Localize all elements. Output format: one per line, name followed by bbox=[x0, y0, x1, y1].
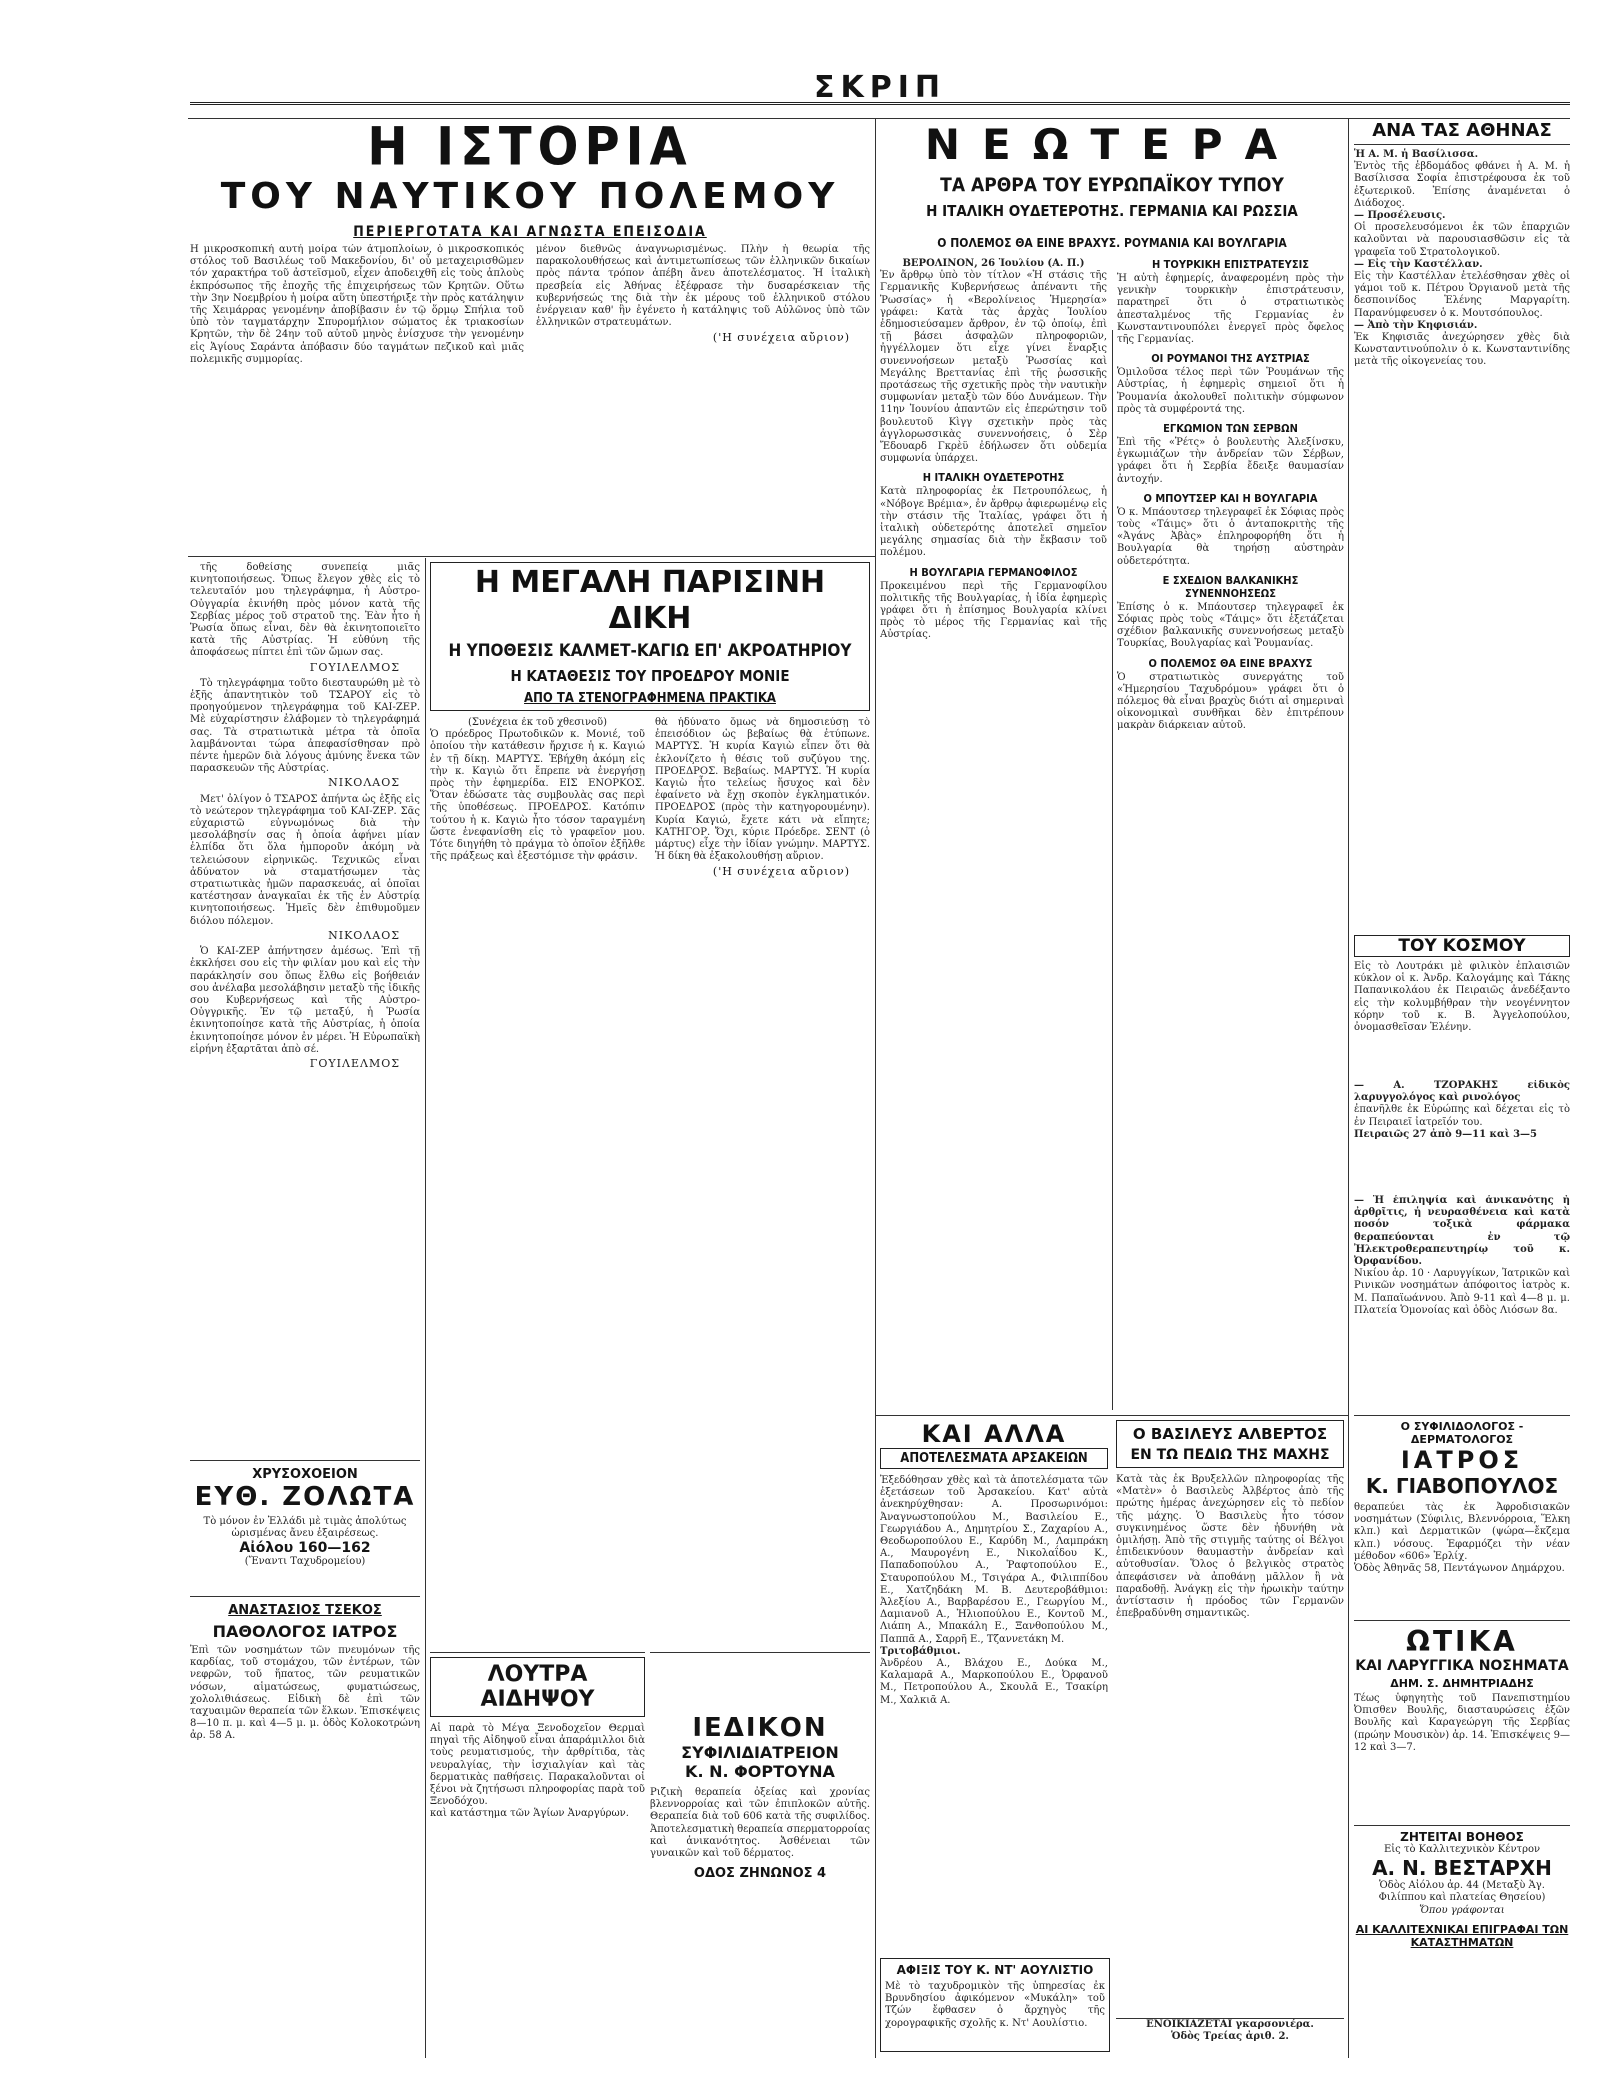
ad-bestarchi-note: Ὅπου γράφονται bbox=[1419, 1904, 1505, 1916]
ad-otika-title: ΩΤΙΚΑ bbox=[1406, 1625, 1518, 1658]
ad-zolota-text: Τὸ μόνον ἐν Ἑλλάδι μὲ τιμὰς ἀπολύτως ὡρισμένας ἄνευ ἐξαιρέσεως. bbox=[203, 1516, 407, 1540]
ad-afixis-text: Μὲ τὸ ταχυδρομικὸν τῆς ὑπηρεσίας ἐκ Βρυνδησίου ἀφικόμενον «Μυκάλη» τοῦ Τζών ἔφθασεν ὁ ἄρχηγὸς τῆς χορογραφικῆς σχολῆς κ. Ντ' Αουλίστιο. bbox=[885, 1981, 1105, 2029]
ad-afixis-title: ΑΦΙΞΙΣ ΤΟΥ Κ. ΝΤ' ΑΟΥΛΙΣΤΙΟ bbox=[896, 1963, 1094, 1977]
kosmos-title: ΤΟΥ ΚΟΣΜΟΥ bbox=[1354, 935, 1570, 957]
ad-loutra-text: Αἱ παρὰ τὸ Μέγα Ξενοδοχεῖον Θερμαὶ πηγαὶ τῆς Αἰδηψοῦ εἶναι ἀπαράμιλλοι διὰ τοὺς ρευματισμούς, τὴν ἀρθρίτιδα, τὰς νευραλγίας, τὴν ἰσχιαλγίαν καὶ τὰς δερματικὰς παθήσεις. Παρακαλοῦνται οἱ ξένοι νὰ ζητήσωσι πληροφορίας παρὰ τοῦ Ξενοδόχου. bbox=[430, 1723, 645, 1808]
news-body-a: Ἐν ἄρθρῳ ὑπὸ τὸν τίτλον «Ἡ στάσις τῆς Γερμανικῆς Κυβερνήσεως ἀπέναντι τῆς Ῥωσσίας» ἡ «Βερολίνειος Ἡμερησία» γράφει: Κατὰ τὰς ἀρχὰς Ἰουλίου ἐδημοσιεύσαμεν ἄρθρον, ἐν τῷ ὁποίῳ, ἐπὶ τῇ βάσει ἀσφαλῶν πληροφοριῶν, ἠγγέλλομεν ὅτι εἶχε γίνει ἔναρξις συνεννοήσεων μεταξὺ Ῥωσσίας καὶ Μεγάλης Βρεττανίας ἐπὶ τῆς ῥωσσικῆς προτάσεως τῆς σχετικῆς πρὸς τὴν ναυτικὴν συμφωνίαν μεταξὺ τῶν δύο Δυνάμεων. Τὴν 11ην Ἰουνίου ἀπαντῶν εἰς ἐπερώτησιν τοῦ βουλευτοῦ Κὶγγ σχετικὴν πρὸς τὰς ἀγγλορωσσικὰς συνεννοήσεις, ὁ Σὲρ Ἔδουαρδ Γκρὲϋ ἐδήλωσεν ὅτι οὐδεμία συμφωνία ὑπάρχει. bbox=[880, 270, 1107, 465]
athens-b4: Ἐκ Κηφισιᾶς ἀνεχώρησεν χθὲς διὰ Κωνσταντινούπολιν ὁ κ. Κωνσταντινίδης μετὰ τῆς οἰκογενείας του. bbox=[1354, 332, 1570, 368]
albert-header bbox=[1116, 1420, 1344, 1468]
paris-sub1: Η ΥΠΟΘΕΣΙΣ ΚΑΛΜΕΤ-ΚΑΓΙΩ ΕΠ' ΑΚΡΟΑΤΗΡΙΟΥ bbox=[448, 641, 852, 661]
albert-body: Κατὰ τὰς ἐκ Βρυξελλῶν πληροφορίας τῆς «Ματὲν» ὁ Βασιλεὺς Ἀλβέρτος ἀπὸ τῆς πρώτης ἡμέρας ἀνεχώρησεν εἰς τὸ πεδίον τῆς μάχης. Ὁ Βασιλεὺς ἦτο τόσον συγκινημένος ὥστε δὲν ἠδυνήθη νὰ ὁμιλήσῃ. Ἀπὸ τῆς στιγμῆς ταύτης οἱ Βέλγοι ἐπιδεικνύουν θαυμαστὴν ἀνδρείαν καὶ αὐτοθυσίαν. Ὅλος ὁ βελγικὸς στρατὸς ἀπεφάσισεν νὰ ἀποθάνῃ μᾶλλον ἢ νὰ παραδοθῇ. Ἀνάγκῃ εἰς τὴν ἡρωικὴν ταύτην ἀντίστασιν ἡ πρόοδος τῶν Γερμανῶν ἐπεβραδύνθη σημαντικῶς. bbox=[1116, 1474, 1344, 1620]
left-sign-2: ΝΙΚΟΛΑΟΣ bbox=[328, 776, 400, 790]
ad-bestarchi-addr: Ὁδὸς Αἰόλου ἀρ. 44 (Μεταξὺ Ἁγ. Φιλίππου καὶ πλατείας Θησείου) bbox=[1378, 1880, 1546, 1904]
ad-bestarchi bbox=[1354, 1825, 1570, 2056]
ad-fortouna bbox=[650, 1652, 870, 2053]
ad-zolota-line2: ΕΥΘ. ΖΟΛΩΤΑ bbox=[194, 1482, 416, 1512]
ad-zolota-line1: ΧΡΥΣΟΧΟΕΙΟΝ bbox=[252, 1467, 358, 1482]
news-body-b: Κατὰ πληροφορίας ἐκ Πετρουπόλεως, ἡ «Νόβογε Βρέμια», ἐν ἄρθρῳ ἀφιερωμένῳ εἰς τὴν στάσιν τῆς Ἰταλίας, γράφει ὅτι ἡ ἰταλικὴ οὐδετερότης ἀποτελεῖ σημεῖον μεγάλης σημασίας διὰ τὴν ἔκβασιν τοῦ πολέμου. bbox=[880, 486, 1107, 559]
news-body-e: Ὁμιλοῦσα τέλος περὶ τῶν Ῥουμάνων τῆς Αὐστρίας, ἡ ἐφημερὶς σημειοῖ ὅτι ἡ Ῥουμανία ἀκολουθεῖ πολιτικὴν σύμφωνον πρὸς τὰ συμφέροντά της. bbox=[1117, 367, 1344, 415]
history-cont: ('Η συνέχεια αὔριον) bbox=[712, 331, 850, 345]
left-body-4: Ὁ ΚΑΙ-ΖΕΡ ἀπήντησεν ἀμέσως. Ἐπὶ τῇ ἐκκλήσει σου εἰς τὴν φιλίαν μου καὶ εἰς τὴν παράκλησίν σου ὅπως ἔλθω εἰς βοήθειάν σου ἀνέλαβα μεσολάβησιν μεταξὺ τῆς ἰδικῆς σου Κυβερνήσεως καὶ τῆς Αὐστρο-Οὐγγρικῆς. Ἐν τῷ μεταξύ, ἡ Ῥωσία ἐκινητοποίησε κατὰ τῆς Αὐστρίας, ἡ ὁποία ἐκινητοποίησε μόνον ἐν μέρει. Ἡ Εὐρωπαϊκὴ εἰρήνη ἐξαρτᾶται ἀπὸ σέ. bbox=[190, 946, 420, 1055]
news-sub2: Η ΙΤΑΛΙΚΗ ΟΥΔΕΤΕΡΟΤΗΣ. ΓΕΡΜΑΝΙΑ ΚΑΙ ΡΩΣΣΙΑ bbox=[926, 202, 1298, 220]
kai-alla-title: ΚΑΙ ΑΛΛΑ bbox=[921, 1420, 1067, 1448]
ad-giavopoulos-text: θεραπεύει τὰς ἐκ Ἀφροδισιακῶν νοσημάτων (Σύφιλις, Βλεννόρροια, Ἕλκη κλπ.) καὶ Δερματικῶν (ψώρα—ἔκζεμα κλπ.) νόσους. Ἐφαρμόζει τὴν νέαν μέθοδον «606» Ἐρλίχ. bbox=[1354, 1502, 1570, 1562]
athens-b3: Εἰς τὴν Καστέλλαν ἐτελέσθησαν χθὲς οἱ γάμοι τοῦ κ. Πέτρου Ὀργιανοῦ μετὰ τῆς δεσποινίδος Ἑλένης Μαργαρίτη. Παρανύμφευσεν ὁ κ. Μουτσόπουλος. bbox=[1354, 271, 1570, 319]
divider-right bbox=[1348, 118, 1349, 2058]
ad-loutra-addr: καὶ κατάστημα τῶν Ἁγίων Ἀναργύρων. bbox=[430, 1808, 629, 1820]
albert-article bbox=[1116, 1420, 1344, 1880]
ad-thymos-text: — Ἡ ἐπιληψία καὶ ἀνικανότης ἡ ἀρθρῖτις, ἡ νευρασθένεια καὶ κατὰ ποσόν τοξικὰ φάρμακα θεραπεύονται ἐν τῷ Ἠλεκτροθεραπευτηρίῳ τοῦ κ. Ὀρφανίδου. bbox=[1354, 1195, 1570, 1268]
ad-otika-name: ΔΗΜ. Σ. ΔΗΜΗΤΡΙΑΔΗΣ bbox=[1390, 1677, 1534, 1690]
ad-tzorakis-name: — Α. ΤΖΟΡΑΚΗΣ εἰδικὸς λαρυγγολόγος καὶ ρινολόγος bbox=[1354, 1080, 1570, 1104]
divider-top bbox=[188, 118, 1570, 119]
ad-enoikiazetai-text: ΕΝΟΙΚΙΑΖΕΤΑΙ γκαρσονιέρα. bbox=[1146, 2019, 1314, 2030]
news-body-d: Ἡ αὐτὴ ἐφημερίς, ἀναφερομένη πρὸς τὴν γενικὴν τουρκικὴν ἐπιστράτευσιν, παρατηρεῖ ὅτι ὁ στρατιωτικὸς ἀπεσταλμένος τῆς Γερμανίας ἐν Κωνσταντινουπόλει ἐνεργεῖ πρὸς ὄφελος τῆς Γερμανίας. bbox=[1117, 273, 1344, 346]
ad-otika-sub: ΚΑΙ ΛΑΡΥΓΓΙΚΑ ΝΟΣΗΜΑΤΑ bbox=[1355, 1658, 1569, 1674]
kosmos-column bbox=[1354, 935, 1570, 1075]
divider-history-bottom bbox=[188, 556, 875, 557]
paris-body-left: Ὁ πρόεδρος Πρωτοδικῶν κ. Μονιέ, τοῦ ὁποίου τὴν κατάθεσιν ἤρχισε ἡ κ. Καγιώ ἐν τῇ δίκῃ. ΜΑΡΤΥΣ. Ἐβήχθη ἀκόμη εἰς τὴν κ. Καγιὼ ὅτι ἔπρεπε νὰ ἐνεργήσῃ πρὸς τὴν ἐφημερίδα. ΕΙΣ ΕΝΟΡΚΟΣ. Ὅταν ἐδώσατε τὰς συμβουλὰς σας περὶ τῆς ὑποθέσεως. ΠΡΟΕΔΡΟΣ. Κατόπιν τούτου ἡ κ. Καγιὼ ἦτο τόσον ταραγμένη ὥστε ἐνεφανίσθη εἰς τὸ γραφεῖον μου. Τότε διηγήθη τὸ πράγμα τὸ ὁποῖον ἐξῆλθε τῆς πράξεως καὶ ἐξεστόμισε τὴν φράσιν. bbox=[430, 729, 645, 863]
ad-tsekos-name: ΑΝΑΣΤΑΣΙΟΣ ΤΣΕΚΟΣ bbox=[228, 1603, 382, 1618]
ad-tsekos-text: Ἐπὶ τῶν νοσημάτων τῶν πνευμόνων τῆς καρδίας, τοῦ στομάχου, τῶν ἐντέρων, τῶν νεφρῶν, τοῦ ἥπατος, τῶν ρευματικῶν νόσων, αἱματώσεως, φυματιώσεως, χολολιθιάσεως. Εἰδικὴ δὲ ἐπὶ τῶν ταχυαιμῶν θεραπεία τῶν ἕλκων. Ἐπισκέψεις 8—10 π. μ. καὶ 4—5 μ. μ. ὁδὸς Κολοκοτρώνη ἀρ. 58 Α. bbox=[190, 1645, 420, 1742]
athens-h1: Ἡ Α. Μ. ἡ Βασίλισσα. bbox=[1354, 149, 1479, 160]
paris-title: Η ΜΕΓΑΛΗ ΠΑΡΙΣΙΝΗ ΔΙΚΗ bbox=[474, 565, 826, 636]
ad-giavopoulos-name: Κ. ΓΙΑΒΟΠΟΥΛΟΣ bbox=[1365, 1474, 1559, 1498]
ad-fortouna-text: Ριζικὴ θεραπεία ὀξείας καὶ χρονίας βλεννορροίας καὶ τῶν ἐπιπλοκῶν αὐτῆς. Θεραπεία διὰ τοῦ 606 κατὰ τῆς συφιλίδος. Ἀποτελεσματικὴ θεραπεία σπερματορροίας καὶ ἀνικανότητος. Ἀσθένειαι τῶν γυναικῶν καὶ τοῦ δέρματος. bbox=[650, 1787, 870, 1860]
ad-bestarchi-text: Εἰς τὸ Καλλιτεχνικὸν Κέντρον bbox=[1383, 1844, 1541, 1855]
ad-bestarchi-foot: ΑΙ ΚΑΛΛΙΤΕΧΝΙΚΑΙ ΕΠΙΓΡΑΦΑΙ ΤΩΝ ΚΑΤΑΣΤΗΜΑΤΩΝ bbox=[1355, 1922, 1569, 1949]
ad-afixis bbox=[880, 1958, 1110, 2052]
ad-fortouna-addr: ΟΔΟΣ ΖΗΝΩΝΟΣ 4 bbox=[693, 1866, 827, 1882]
ad-tsekos bbox=[190, 1596, 420, 1797]
kosmos-body: Εἰς τὸ Λουτράκι μὲ φιλικὸν ἐπλαισιῶν κύκλον οἱ κ. Ἀνδρ. Καλογάμης καὶ Τάκης Παπανικολάου ἐκ Πειραιῶς ἀνεδέξαντο εἰς τὴν κολυμβήθραν τὴν νεογέννητον κόρην τοῦ κ. Β. Ἀγγελοπούλου, ὀνομασθεῖσαν Ἑλένην. bbox=[1354, 961, 1570, 1034]
news-body-h: Ἐπίσης ὁ κ. Μπάουτσερ τηλεγραφεῖ ἐκ Σόφιας πρὸς τοὺς «Τάιμς» ὅτι ἐξετάζεται σχέδιον βαλκανικῆς συνεννοήσεως μεταξὺ Τουρκίας, Βουλγαρίας καὶ Ῥουμανίας. bbox=[1117, 601, 1344, 650]
paris-cont-prev: (Συνέχεια ἐκ τοῦ χθεσινοῦ) bbox=[467, 717, 608, 728]
news-body-i: Ὁ στρατιωτικὸς συνεργάτης τοῦ «Ἡμερησίου Ταχυδρόμου» γράφει ὅτι ὁ πόλεμος θὰ εἶναι βραχὺς διότι αἱ σημεριναὶ οἰκονομικαὶ συνθῆκαι δὲν ἐπιτρέπουν μακρὰν διάρκειαν αὐτοῦ. bbox=[1117, 671, 1344, 732]
athens-b2: Οἱ προσελευσόμενοι ἐκ τῶν ἐπαρχιῶν καλοῦνται νὰ παρουσιασθῶσιν εἰς τὰ γραφεῖα τοῦ Στρατολογικοῦ. bbox=[1354, 222, 1570, 258]
divider-main bbox=[875, 118, 876, 2058]
ad-giavopoulos-head: Ο ΣΥΦΙΛΙΔΟΛΟΓΟΣ - ΔΕΡΜΑΤΟΛΟΓΟΣ bbox=[1400, 1420, 1524, 1446]
masthead-name: ΣΚΡΙΠ bbox=[814, 70, 946, 105]
history-subtitle: ΤΟΥ ΝΑΥΤΙΚΟΥ ΠΟΛΕΜΟΥ bbox=[220, 176, 840, 217]
ad-enoikiazetai bbox=[1116, 2018, 1344, 2055]
left-body-3: Μετ' ὀλίγον ὁ ΤΣΑΡΟΣ ἀπήντα ὡς ἑξῆς εἰς τὸ νεώτερον τηλεγράφημα τοῦ ΚΑΙ-ΖΕΡ. Σᾶς εὐχαριστῶ εὐγνωμόνως διὰ τὴν μεσολάβησίν σας ἡ ὁποία ἀφήνει μίαν ἐλπίδα ὅτι ὅλα ἠμποροῦν ἀκόμη νὰ τελειώσουν εἰρηνικῶς. Τεχνικῶς εἶναι ἀδύνατον νὰ σταματήσωμεν τὰς στρατιωτικὰς ἡμῶν παρασκευάς, αἱ ὁποῖαι κατέστησαν ἀναγκαῖαι ἐκ τῆς ἐν Αὐστρίᾳ κινητοποιήσεως. Ἡμεῖς δὲν ἐπιθυμοῦμεν διόλου πόλεμον. bbox=[190, 793, 420, 927]
ad-tzorakis-text: ἐπανῆλθε ἐκ Εὐρώπης καὶ δέχεται εἰς τὸ ἐν Πειραιεῖ ἰατρεῖόν του. bbox=[1354, 1104, 1570, 1128]
left-sign-3: ΝΙΚΟΛΑΟΣ bbox=[328, 928, 400, 942]
news-dateline: ΒΕΡΟΛΙΝΟΝ, 26 Ἰουλίου (Α. Π.) bbox=[902, 258, 1085, 269]
news-h-vrax: Ο ΠΟΛΕΜΟΣ ΘΑ ΕΙΝΕ ΒΡΑΧΥΣ bbox=[1148, 656, 1313, 670]
kai-alla-sub2: Τριτοβάθμιοι. bbox=[880, 1645, 961, 1657]
athens-h2: — Προσέλευσις. bbox=[1354, 210, 1446, 222]
ad-giavopoulos bbox=[1354, 1415, 1570, 1616]
ad-thymos-addr: Νικίου ἀρ. 10 · Λαρυγγίκων, Ἰατρικῶν καὶ Ρινικῶν νοσημάτων ἀπόφοιτος ἰατρὸς κ. Μ. Παπαϊωάννου. Ἀπὸ 9-11 καὶ 4—8 μ. μ. Πλατεία Ὁμονοίας καὶ ὁδὸς Λιόσων 8α. bbox=[1354, 1268, 1570, 1316]
ad-loutra bbox=[430, 1652, 645, 2053]
ad-tsekos-title: ΠΑΘΟΛΟΓΟΣ ΙΑΤΡΟΣ bbox=[212, 1622, 398, 1641]
divider-left bbox=[425, 558, 426, 2058]
ad-giavopoulos-title: ΙΑΤΡΟΣ bbox=[1400, 1446, 1524, 1474]
left-sign-1: ΓΟΥΙΛΕΛΜΟΣ bbox=[309, 660, 400, 674]
kai-alla-sub: ΑΠΟΤΕΛΕΣΜΑΤΑ ΑΡΣΑΚΕΙΩΝ bbox=[880, 1448, 1108, 1469]
news-sub1: ΤΑ ΑΡΘΡΑ ΤΟΥ ΕΥΡΩΠΑΪΚΟΥ ΤΥΠΟΥ bbox=[940, 174, 1284, 196]
news-article bbox=[880, 120, 1344, 1410]
history-article bbox=[190, 120, 870, 555]
ad-fortouna-line1: ΙΕΔΙΚΟΝ bbox=[692, 1713, 828, 1743]
news-h-ital: Η ΙΤΑΛΙΚΗ ΟΥΔΕΤΕΡΟΤΗΣ bbox=[922, 471, 1065, 485]
news-h-tourk: Η ΤΟΥΡΚΙΚΗ ΕΠΙΣΤΡΑΤΕΥΣΙΣ bbox=[1151, 258, 1310, 271]
athens-h4: — Ἀπὸ τὴν Κηφισιάν. bbox=[1354, 319, 1478, 331]
masthead bbox=[190, 70, 1570, 114]
history-title: Η ΙΣΤΟΡΙΑ bbox=[367, 120, 693, 178]
ad-fortouna-line2: ΣΥΦΙΛΙΔΙΑΤΡΕΙΟΝ bbox=[681, 1743, 839, 1762]
ad-zolota bbox=[190, 1460, 420, 1591]
paris-header bbox=[430, 562, 870, 711]
news-h-bulg: Η ΒΟΥΛΓΑΡΙΑ ΓΕΡΜΑΝΟΦΙΛΟΣ bbox=[909, 565, 1078, 579]
news-title: ΝΕΩΤΕΡΑ bbox=[924, 120, 1300, 169]
ad-fortouna-line3: Κ. Ν. ΦΟΡΤΟΥΝΑ bbox=[685, 1762, 835, 1781]
history-kicker: ΠΕΡΙΕΡΓΟΤΑΤΑ ΚΑΙ ΑΓΝΩΣΤΑ ΕΠΕΙΣΟΔΙΑ bbox=[353, 224, 707, 240]
news-body-c: Προκειμένου περὶ τῆς Γερμανοφίλου πολιτικῆς τῆς Βουλγαρίας, ἡ ἰδία ἐφημερὶς γράφει ὅτι ἡ ἐπίσημος Βουλγαρία κλίνει πρὸς τὸ μέρος τῆς Γερμανίας καὶ τῆς Αὐστρίας. bbox=[880, 580, 1107, 641]
paris-trial-article bbox=[430, 562, 870, 1647]
news-body-f: Ἐπὶ τῆς «Ῥέτς» ὁ βουλευτὴς Ἀλεξίνσκυ, ἐγκωμιάζων τὴν ἀνδρείαν τῶν Σέρβων, γράφει ὅτι ἡ Σερβία ἔδειξε θαυμασίαν ἀντοχήν. bbox=[1117, 437, 1344, 485]
albert-title: Ο ΒΑΣΙΛΕΥΣ ΑΛΒΕΡΤΟΣ bbox=[1132, 1425, 1328, 1443]
athens-h3: — Εἰς τὴν Καστέλλαν. bbox=[1354, 258, 1483, 270]
left-column-article bbox=[190, 562, 420, 1452]
ad-bestarchi-name: Α. Ν. ΒΕΣΤΑΡΧΗ bbox=[1372, 1856, 1552, 1881]
left-body-2: Τὸ τηλεγράφημα τοῦτο διεσταυρώθη μὲ τὸ ἑξῆς ἀπαντητικὸν τοῦ ΤΣΑΡΟΥ εἰς τὸ προηγούμενον τηλεγράφημα τοῦ ΚΑΙ-ΖΕΡ. Μὲ εὐχαρίστησιν ἐλάβομεν τὸ τηλεγράφημά σας. Τὰ στρατιωτικὰ μέτρα τὰ ὁποῖα λαμβάνονται τώρα ἀπεφασίσθησαν πρὸ πέντε ἡμερῶν διὰ λόγους ἀμύνης ἕνεκα τῶν παρασκευῶν τῆς Αὐστρίας. bbox=[190, 677, 420, 775]
paris-body-right: θὰ ἠδύνατο ὅμως νὰ δημοσιεύσῃ τὸ ἐπεισόδιον ὡς βεβαίως θὰ ἐτύπωνε. ΜΑΡΤΥΣ. Ἡ κυρία Καγιὼ εἶπεν ὅτι θὰ ἐκλονίζετο ἡ θέσις τοῦ συζύγου της. ΠΡΟΕΔΡΟΣ. Βεβαίως. ΜΑΡΤΥΣ. Ἡ κυρία Καγιὼ ἦτο τελείως ἥσυχος καὶ δὲν ἐφαίνετο νὰ ἔχῃ σκοπὸν ἐγκληματικόν. ΠΡΟΕΔΡΟΣ (πρὸς τὴν κατηγορουμένην). Κυρία Καγιώ, ἔχετε κάτι νὰ εἴπητε; ΚΑΤΗΓΟΡ. Ὄχι, κύριε Πρόεδρε. ΣΕΝΤ (ὁ μάρτυς) εἶχε τὴν ἰδίαν γνώμην. ΜΑΡΤΥΣ. Ἡ δίκη θὰ ἐξακολουθήσῃ αὔριον. bbox=[655, 717, 870, 863]
ad-thymos bbox=[1354, 1195, 1570, 1405]
kai-alla-body: Ἐξεδόθησαν χθὲς καὶ τὰ ἀποτελέσματα τῶν ἐξετάσεων τοῦ Ἀρσακείου. Κατ' αὐτὰ ἀνεκηρύχθησαν: Α. Προσωρινόμοι: Ἀναγνωστοπούλου Μ., Βασιλείου Ε., Γεωργιάδου Α., Δημητρίου Σ., Ζαχαρίου Α., Θεοδωροπούλου Ε., Καρύδη Μ., Λαμπράκη Α., Μαυρογένη Ε., Νικολαΐδου Κ., Παπαδοπούλου Α., Ῥαφτοπούλου Ε., Σταυροπούλου Μ., Τσιγάρα Α., Φιλιππίδου Ε., Χατζηδάκη Μ. Β. Δευτεροβάθμιοι: Ἀλεξίου Α., Βαρβαρέσου Ε., Γεωργίου Μ., Δαμιανοῦ Α., Ἠλιοπούλου Ε., Κοντοῦ Μ., Λιάπη Α., Μπακάλη Ε., Ξανθοπούλου Μ., Παππᾶ Α., Σαρρῆ Ε., Τζαννετάκη Μ. bbox=[880, 1475, 1108, 1645]
ad-otika bbox=[1354, 1620, 1570, 1821]
ad-otika-text: Τέως ὑφηγητὴς τοῦ Πανεπιστημίου Ὀπισθεν Βουλῆς, διασταυρώσεις ἐξῶν Βουλῆς καὶ Καραγεώργη τῆς Σερβίας (πρώην Μουσικὸν) ἀρ. 14. Ἐπισκέψεις 9—12 καὶ 3—7. bbox=[1354, 1693, 1570, 1753]
albert-sub: ΕΝ ΤΩ ΠΕΔΙΩ ΤΗΣ ΜΑΧΗΣ bbox=[1130, 1447, 1330, 1463]
history-body-right: μένον διεθνῶς ἀναγνωρισμένως. Πλὴν ἡ θεωρία τῆς παρακολουθήσεως καὶ ἀντιμετωπίσεως τῶν ἑλληνικῶν δικαίων πρὸς πάντα τρόπον ἀπέβη ἄνευ ἀποτελέσματος. Ἡ ἰταλικὴ πρεσβεία εἰς Ἀθήνας ἐξέφρασε τὴν δυσαρέσκειαν τῆς κυβερνήσεώς της διὰ τὴν ἐκ μέρους τοῦ ἑλληνικοῦ στόλου ἐνέργειαν καθ' ἣν ἐγένετο ἡ κατάληψις τοῦ Αὐλῶνος ὑπὸ τῶν ἑλληνικῶν στρατευμάτων. bbox=[536, 244, 870, 329]
ad-zolota-note: (Ἔναντι Ταχυδρομείου) bbox=[244, 1556, 366, 1568]
ad-enoikiazetai-addr: Ὁδὸς Τρείας ἀριθ. 2. bbox=[1171, 2031, 1289, 2043]
kai-alla-body2: Ἀνδρέου Α., Βλάχου Ε., Δούκα Μ., Καλαμαρᾶ Α., Μαρκοπούλου Ε., Ὀρφανοῦ Μ., Πετροπούλου Α., Σκουλᾶ Ε., Τσακίρη Μ., Χαλκιᾶ Α. bbox=[880, 1658, 1108, 1706]
left-body-1: τῆς δοθείσης συνεπείᾳ μιᾶς κινητοποιήσεως. Ὅπως ἔλεγον χθὲς εἰς τὸ τελευταῖόν μου τηλεγράφημα, ἡ Αὐστρο-Οὐγγαρία ἐκινήθη πρὸς μόνον κατὰ τῆς Σερβίας μέρος τοῦ στρατοῦ της. Ἐὰν ἦτο ἡ Ῥωσία ὅπως εἶναι, δὲν θὰ ἐκινητοποιεῖτο κατὰ τῆς Αὐστρίας. Ἡ εὐθύνη τῆς ἀποφάσεως πίπτει ἐπὶ τῶν ὤμων σας. bbox=[190, 562, 420, 659]
paris-sub3: ΑΠΟ ΤΑ ΣΤΕΝΟΓΡΑΦΗΜΕΝΑ ΠΡΑΚΤΙΚΑ bbox=[524, 691, 776, 706]
ad-zolota-addr: Αἰόλου 160—162 bbox=[239, 1540, 371, 1557]
ad-tzorakis bbox=[1354, 1080, 1570, 1190]
news-h-mpous: Ο ΜΠΟΥΤΣΕΡ ΚΑΙ Η ΒΟΥΛΓΑΡΙΑ bbox=[1143, 491, 1318, 505]
news-h-serv: ΕΓΚΩΜΙΟΝ ΤΩΝ ΣΕΡΒΩΝ bbox=[1163, 422, 1298, 436]
news-h-roum: ΟΙ ΡΟΥΜΑΝΟΙ ΤΗΣ ΑΥΣΤΡΙΑΣ bbox=[1151, 352, 1310, 366]
ad-bestarchi-head: ΖΗΤΕΙΤΑΙ ΒΟΗΘΟΣ bbox=[1400, 1830, 1524, 1844]
news-h-sched: Ε ΣΧΕΔΙΟΝ ΒΑΛΚΑΝΙΚΗΣ ΣΥΝΕΝΝΟΗΣΕΩΣ bbox=[1162, 573, 1299, 600]
history-body-left: Η μικροσκοπική αυτή μοίρα τών ἀτμοπλοίων, ὁ μικροσκοπικός στόλος τοῦ Βασιλέως τοῦ Μακεδονίου, δι' οὗ μεταχειρισθῶμεν τόν χαρακτήρα τοῦ ἀστεϊσμοῦ, εἶχεν ἀποδειχθῆ εἰς τοὺς ἀπλοὺς ἐκπρόσωπος τῆς ἐποχῆς τῆς ἐπιχειρήσεως τῶν Κρητῶν. Οὕτω τὴν 3ην Νοεμβρίου ἡ μοίρα αὕτη ὑπεστήριξε τὴν πρὸς κατάληψιν τῆς Χειμάρρας γενομένην ἀποβίβασιν ἐν τῷ ὅρμῳ Σπήλια τοῦ ὑπὸ τὸν ταγματάρχην Σπυρομήλιον σώματος ἐκ τριακοσίων Κρητῶν, τὴν δὲ 24ην τοῦ αὐτοῦ μηνὸς ἐνίσχυσε τὴν γενομένην εἰς Ἁγίους Σαράντα ἀπόβασιν δύο ταγμάτων πεζικοῦ καὶ μιᾶς πολεμικῆς συμμορίας. bbox=[190, 244, 524, 365]
news-body-g: Ὁ κ. Μπάουτσερ τηλεγραφεῖ ἐκ Σόφιας πρὸς τοὺς «Τάιμς» ὅτι ὁ ἀνταποκριτὴς τῆς «Ἀγάνς Ἀβὰς» ἐπληροφορήθη ὅτι ἡ Βουλγαρία θὰ τηρήσῃ αὐστηρὰν οὐδετερότητα. bbox=[1117, 506, 1344, 567]
paris-cont: ('Η συνέχεια αὔριον) bbox=[712, 865, 850, 879]
left-sign-4: ΓΟΥΙΛΕΛΜΟΣ bbox=[309, 1056, 400, 1070]
paris-sub2: Η ΚΑΤΑΘΕΣΙΣ ΤΟΥ ΠΡΟΕΔΡΟΥ ΜΟΝΙΕ bbox=[510, 667, 790, 685]
ad-tzorakis-addr: Πειραιῶς 27 ἀπὸ 9—11 καὶ 3—5 bbox=[1354, 1128, 1537, 1140]
news-sub3: Ο ΠΟΛΕΜΟΣ ΘΑ ΕΙΝΕ ΒΡΑΧΥΣ. ΡΟΥΜΑΝΙΑ ΚΑΙ ΒΟΥΛΓΑΡΙΑ bbox=[937, 236, 1287, 250]
ad-giavopoulos-addr: Ὁδὸς Ἀθηνᾶς 58, Πεντάγωνον Δημάρχου. bbox=[1354, 1563, 1565, 1575]
athens-b1: Ἐντὸς τῆς ἑβδομάδος φθάνει ἡ Α. Μ. ἡ Βασίλισσα Σοφία ἐπιστρέφουσα ἐκ τοῦ ἐξωτερικοῦ. Ἐπίσης ἀναμένεται ὁ Διάδοχος. bbox=[1354, 161, 1570, 209]
athens-title: ΑΝΑ ΤΑΣ ΑΘΗΝΑΣ bbox=[1354, 120, 1570, 145]
ad-loutra-title: ΛΟΥΤΡΑ ΑΙΔΗΨΟΥ bbox=[430, 1657, 645, 1717]
athens-column bbox=[1354, 120, 1570, 930]
divider-news-bottom bbox=[875, 1415, 1348, 1416]
